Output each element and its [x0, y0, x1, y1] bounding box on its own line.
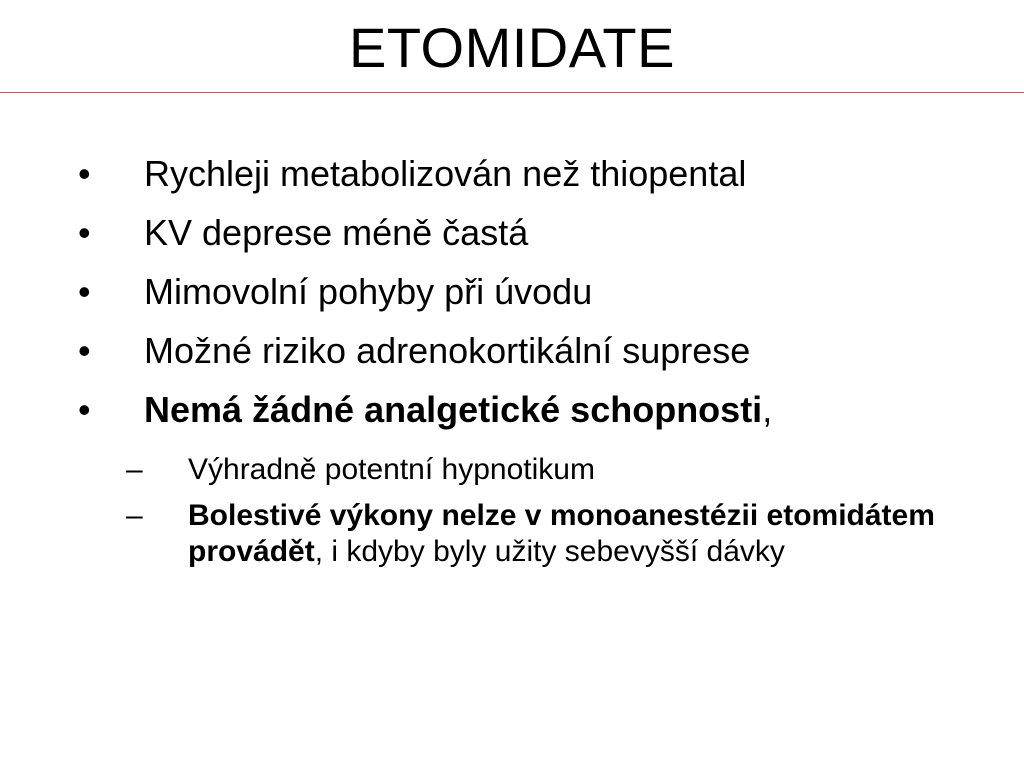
sub-bullet-rest-text: , i kdyby byly užity sebevyšší dávky — [314, 535, 785, 568]
sub-bullet-text: Výhradně potentní hypnotikum — [188, 453, 595, 486]
sub-bullet-text — [188, 498, 968, 570]
bullet-item — [0, 329, 1024, 373]
bullet-marker: • — [78, 389, 91, 430]
slide-title: ETOMIDATE — [348, 16, 675, 79]
bullet-list — [0, 152, 1024, 447]
bullet-item — [0, 270, 1024, 314]
sub-bullet-item — [0, 498, 1024, 570]
sub-bullet-item — [0, 452, 1024, 488]
bullet-text: KV deprese méně častá — [144, 212, 529, 253]
bullet-text: Mimovolní pohyby při úvodu — [144, 271, 593, 312]
bullet-text: Možné riziko adrenokortikální suprese — [144, 330, 751, 371]
bullet-marker: • — [78, 330, 91, 371]
bullet-text — [144, 388, 772, 432]
sub-bullet-list — [0, 452, 1024, 580]
bullet-item — [0, 388, 1024, 432]
sub-bullet-marker: – — [126, 499, 143, 532]
bullet-marker: • — [78, 212, 91, 253]
title-divider — [0, 92, 1024, 93]
bullet-item — [0, 152, 1024, 196]
sub-bullet-marker: – — [126, 453, 143, 486]
sub-bullet-bold-text: Bolestivé výkony nelze v monoanestézii etomidátem provádět — [188, 499, 935, 568]
bullet-rest-text: , — [762, 389, 773, 430]
bullet-bold-text: Nemá žádné analgetické schopnosti — [144, 389, 763, 430]
bullet-item — [0, 211, 1024, 255]
bullet-text: Rychleji metabolizován než thiopental — [144, 153, 747, 194]
bullet-marker: • — [78, 153, 91, 194]
bullet-marker: • — [78, 271, 91, 312]
